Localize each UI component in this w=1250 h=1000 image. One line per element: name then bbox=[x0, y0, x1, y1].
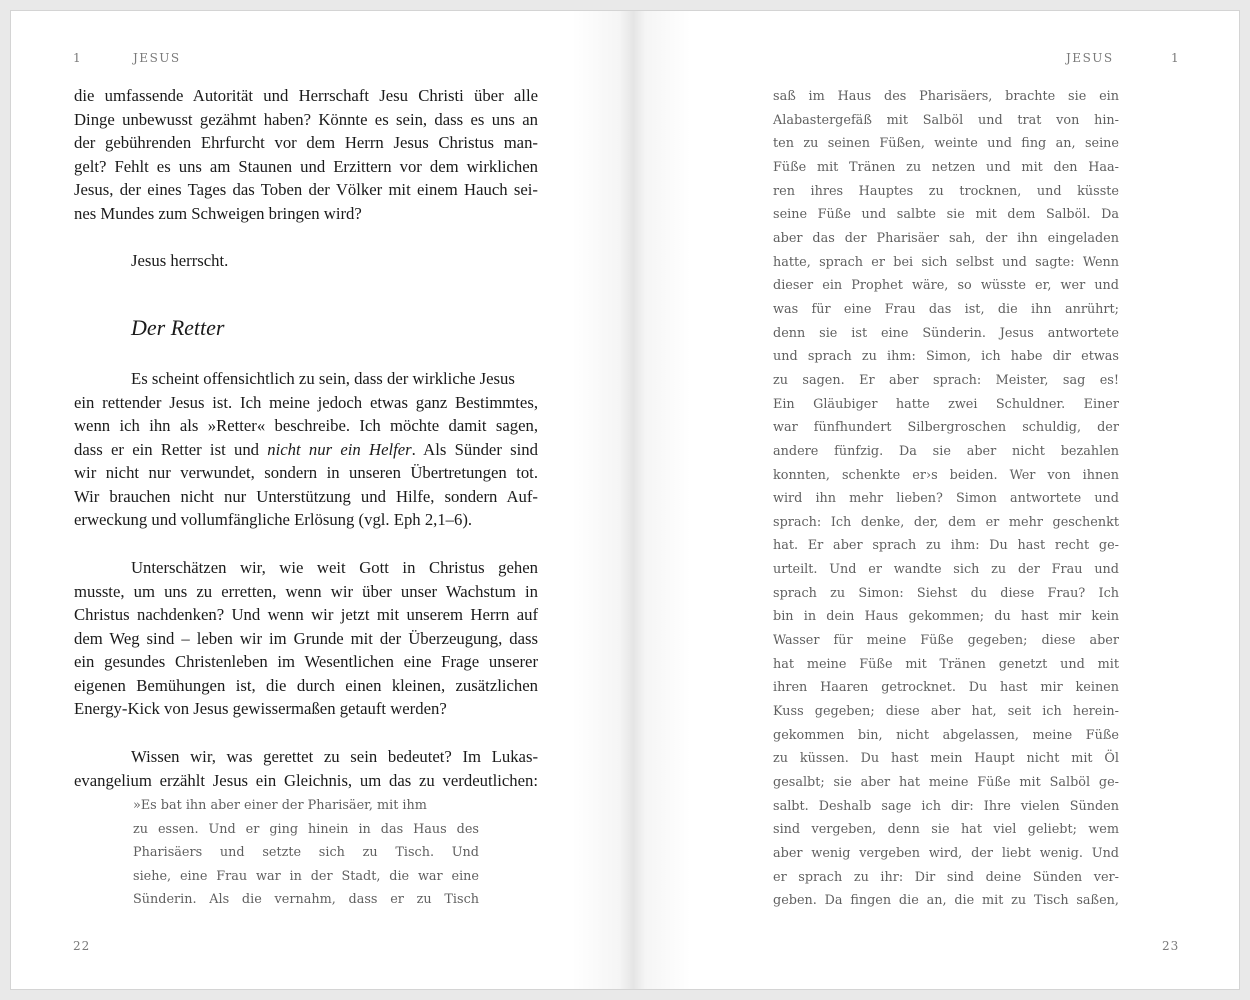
quote-line: sprach: Ich denke, der, dem er mehr geschenkt bbox=[773, 514, 1119, 530]
left-page-number: 22 bbox=[73, 939, 91, 953]
quote-line: zu küssen. Du hast mein Haupt nicht mit Öl bbox=[773, 751, 1119, 767]
scripture-quote-start bbox=[133, 794, 479, 912]
text-line: Wissen wir, was gerettet zu sein bedeutet? Im Lukas- bbox=[131, 747, 538, 766]
quote-line: Kuss gegeben; diese aber hat, seit ich herein- bbox=[773, 704, 1119, 720]
quote-line: konnten, schenkte er›s beiden. Wer von ihnen bbox=[773, 467, 1119, 483]
text-line: Unterschätzen wir, wie weit Gott in Christus gehen bbox=[131, 558, 538, 577]
quote-line: bin in dein Haus gekommen; du hast mir kein bbox=[773, 609, 1119, 625]
paragraph-unterschaetzen bbox=[74, 556, 538, 721]
text-line: dem Weg sind – leben wir im Grunde mit der Überzeugung, dass bbox=[74, 628, 538, 648]
paragraph-authority bbox=[74, 84, 538, 225]
paragraph-wissen bbox=[74, 745, 538, 792]
quote-line: war fünfhundert Silbergroschen schuldig, der bbox=[773, 420, 1119, 436]
quote-line: Pharisäers und setzte sich zu Tisch. Und bbox=[133, 845, 479, 861]
quote-line: ten zu seinen Füßen, weinte und fing an, seine bbox=[773, 136, 1119, 152]
quote-line: wird ihn mehr lieben? Simon antwortete und bbox=[773, 491, 1119, 507]
text-line: eigenen Bemühungen ist, die durch einen kleinen, zusätzlichen bbox=[74, 675, 538, 695]
text-line: musste, um uns zu erretten, wenn wir über unser Wachstum in bbox=[74, 581, 538, 601]
left-page bbox=[11, 11, 626, 989]
scripture-quote-continued bbox=[773, 85, 1119, 913]
text-line: der gebührenden Ehrfurcht vor dem Herrn Jesus Christus man- bbox=[74, 133, 538, 152]
quote-line: was für eine Frau das ist, die ihn anrührt; bbox=[773, 301, 1119, 317]
text-segment: dass er ein Retter ist und bbox=[74, 439, 268, 459]
quote-line: gekommen bin, nicht abgelassen, meine Füße bbox=[773, 727, 1119, 743]
quote-line: salbt. Deshalb sage ich dir: Ihre vielen Sünden bbox=[773, 798, 1119, 814]
quote-line: geben. Da fingen die an, die mit zu Tisch saßen, bbox=[773, 893, 1119, 909]
quote-line: ren ihres Hauptes zu trocknen, und küsste bbox=[773, 183, 1119, 199]
quote-line: zu sagen. Er aber sprach: Meister, sag es! bbox=[773, 372, 1119, 388]
right-header-chapter-number: 1 bbox=[1171, 51, 1181, 65]
quote-line: Alabastergefäß mit Salböl und trat von hin- bbox=[773, 112, 1119, 128]
quote-line: hat. Er aber sprach zu ihm: Du hast recht ge- bbox=[773, 538, 1119, 554]
quote-line: hat meine Füße mit Tränen genetzt und mit bbox=[773, 656, 1119, 672]
quote-line: urteilt. Und er wandte sich zu der Frau und bbox=[773, 562, 1119, 578]
text-line: Energy-Kick von Jesus gewissermaßen getauft werden? bbox=[74, 699, 447, 718]
emphasis-text: nicht nur ein Helfer bbox=[267, 439, 412, 459]
quote-line: denn sie ist eine Sünderin. Jesus antwortete bbox=[773, 325, 1119, 341]
text-line: erweckung und vollumfängliche Erlösung (vgl. Eph 2,1–6). bbox=[74, 510, 473, 529]
text-line: ein gesundes Christenleben im Wesentlichen eine Frage unserer bbox=[74, 652, 538, 671]
paragraph-retter bbox=[74, 367, 538, 532]
quote-line: er sprach zu ihr: Dir sind deine Sünden ver- bbox=[773, 869, 1119, 885]
quote-line: Sünderin. Als die vernahm, dass er zu Tisch bbox=[133, 892, 479, 908]
quote-line: seine Füße und salbte sie mit dem Salböl. Da bbox=[773, 207, 1119, 223]
quote-line: sind vergeben, denn sie hat viel geliebt; wem bbox=[773, 822, 1119, 838]
text-line-with-emphasis bbox=[74, 438, 538, 462]
text-line: Jesus, der eines Tages das Toben der Völker mit einem Hauch sei- bbox=[74, 180, 538, 199]
quote-line: sprach zu Simon: Siehst du diese Frau? Ich bbox=[773, 585, 1119, 601]
text-line: evangelium erzählt Jesus ein Gleichnis, um das zu verdeutlichen: bbox=[74, 770, 538, 790]
quote-line: und sprach zu ihm: Simon, ich habe dir etwas bbox=[773, 349, 1119, 365]
text-line: wir nicht nur verwundet, sondern in unseren Übertretungen tot. bbox=[74, 463, 538, 482]
quote-line: aber das der Pharisäer sah, der ihn eingeladen bbox=[773, 230, 1119, 246]
text-segment: . Als Sünder sind bbox=[411, 439, 538, 459]
left-header-title: JESUS bbox=[133, 51, 181, 65]
quote-line: Wasser für meine Füße gegeben; diese aber bbox=[773, 633, 1119, 649]
text-line: nes Mundes zum Schweigen bringen wird? bbox=[74, 203, 362, 223]
quote-line: Füße mit Tränen zu netzen und mit den Haa- bbox=[773, 159, 1119, 175]
right-header-title: JESUS bbox=[1066, 51, 1114, 65]
quote-line: dieser ein Prophet wäre, so wüsste er, wer und bbox=[773, 278, 1119, 294]
quote-line: andere fünfzig. Da sie aber nicht bezahlen bbox=[773, 443, 1119, 459]
quote-line: siehe, eine Frau war in der Stadt, die war eine bbox=[133, 868, 479, 884]
quote-line: ihren Haaren getrocknet. Du hast mir keinen bbox=[773, 680, 1119, 696]
text-line: wenn ich ihn als »Retter« beschreibe. Ich möchte damit sagen, bbox=[74, 416, 538, 435]
quote-line: gesalbt; sie aber hat meine Füße mit Salböl ge- bbox=[773, 775, 1119, 791]
right-page-number: 23 bbox=[1162, 939, 1180, 953]
text-line: ein rettender Jesus ist. Ich meine jedoch etwas ganz Bestimmtes, bbox=[74, 392, 538, 412]
text-line: die umfassende Autorität und Herrschaft Jesu Christi über alle bbox=[74, 86, 538, 105]
quote-line: »Es bat ihn aber einer der Pharisäer, mit ihm bbox=[133, 798, 427, 813]
quote-line: zu essen. Und er ging hinein in das Haus des bbox=[133, 821, 479, 837]
text-line: Dinge unbewusst gezähmt haben? Könnte es sein, dass es uns an bbox=[74, 109, 538, 129]
quote-line: Ein Gläubiger hatte zwei Schuldner. Einer bbox=[773, 396, 1119, 412]
quote-line: hatte, sprach er bei sich selbst und sagte: Wenn bbox=[773, 254, 1119, 270]
text-line: Es scheint offensichtlich zu sein, dass der wirkliche Jesus bbox=[131, 369, 515, 388]
quote-line: aber wenig vergeben wird, der liebt wenig. Und bbox=[773, 846, 1119, 861]
section-heading: Der Retter bbox=[131, 315, 225, 340]
text-line: Christus nachdenken? Und wenn wir jetzt mit unserem Herrn auf bbox=[74, 605, 538, 624]
text-line: Jesus herrscht. bbox=[131, 251, 229, 270]
text-line: gelt? Fehlt es uns am Staunen und Erzittern vor dem wirklichen bbox=[74, 156, 538, 176]
book-spread bbox=[10, 10, 1240, 990]
left-header-chapter-number: 1 bbox=[73, 51, 83, 65]
statement-jesus-herrscht bbox=[74, 249, 538, 273]
right-page bbox=[626, 11, 1240, 989]
text-line: Wir brauchen nicht nur Unterstützung und Hilfe, sondern Auf- bbox=[74, 486, 538, 506]
quote-line: saß im Haus des Pharisäers, brachte sie ein bbox=[773, 89, 1119, 104]
